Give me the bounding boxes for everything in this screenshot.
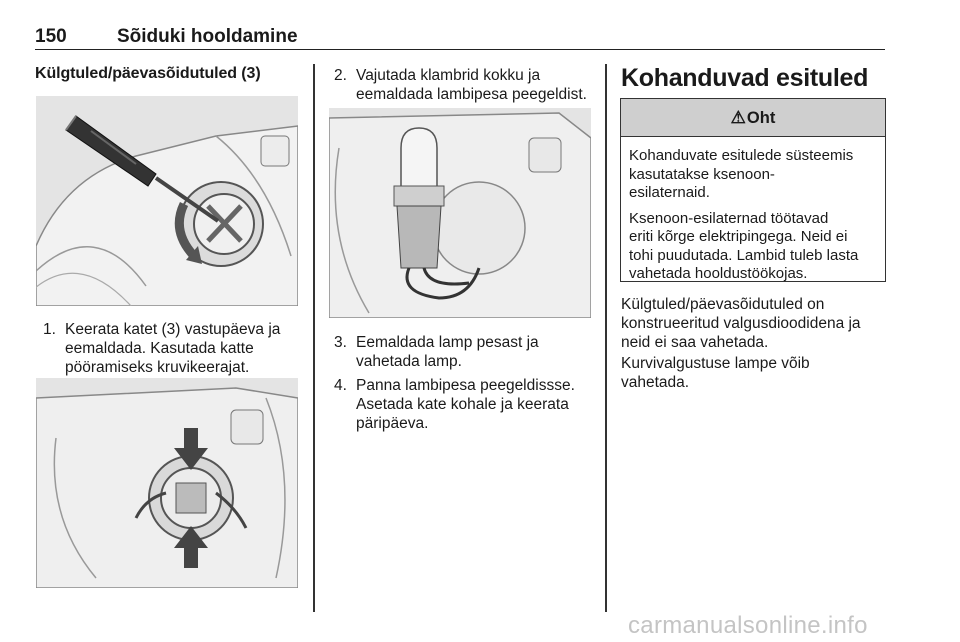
warning-body <box>621 137 885 284</box>
warning-line: Kohanduvate esitulede süsteemis <box>629 147 854 164</box>
illustration-screwdriver-cover <box>36 96 298 306</box>
warning-header <box>621 99 885 137</box>
warning-triangle-icon: ⚠ <box>730 108 746 127</box>
step-number: 3. <box>334 334 347 351</box>
step-line: Asetada kate kohale ja keerata <box>356 396 569 413</box>
warning-paragraph <box>629 210 879 284</box>
warning-line: tohi puudutada. Lambid tuleb lasta <box>629 246 859 264</box>
step-line: eemaldada lambipesa peegeldist. <box>356 86 587 103</box>
step-line: vahetada lamp. <box>356 353 462 370</box>
warning-line: kasutatakse ksenoon- <box>629 165 775 183</box>
column-divider <box>605 64 607 612</box>
paragraph-line: konstrueeritud valgusdioodidena ja <box>621 315 861 332</box>
warning-line: vahetada hooldustöökojas. <box>629 265 808 282</box>
step-number: 4. <box>334 377 347 394</box>
step-line: Vajutada klambrid kokku ja <box>356 67 541 84</box>
step-line: Keerata katet (3) vastupäeva ja <box>65 321 281 338</box>
warning-box <box>620 98 886 282</box>
warning-line: eriti kõrge elektripingega. Neid ei <box>629 228 848 245</box>
subheading-side-lights: Külgtuled/päevasõidutuled (3) <box>35 65 261 82</box>
illustration-remove-socket <box>329 108 591 318</box>
warning-title: Oht <box>746 109 776 127</box>
page-header <box>35 24 885 50</box>
paragraph-line: Külgtuled/päevasõidutuled on <box>621 296 825 313</box>
paragraph-cornering-lights <box>621 354 883 392</box>
column-divider <box>313 64 315 612</box>
step-number: 2. <box>334 67 347 84</box>
warning-paragraph <box>629 147 879 203</box>
step-line: Panna lambipesa peegeldissse. <box>356 377 575 394</box>
step-number: 1. <box>43 321 56 338</box>
step-line: päripäeva. <box>356 415 429 432</box>
step-line: pööramiseks kruvikeerajat. <box>65 359 250 376</box>
paragraph-line: neid ei saa vahetada. <box>621 334 769 351</box>
paragraph-line: Kurvivalgustuse lampe võib <box>621 355 810 372</box>
warning-line: esilaternaid. <box>629 184 710 201</box>
section-title: Sõiduki hooldamine <box>117 26 298 47</box>
watermark: carmanualsonline.info <box>628 612 868 639</box>
illustration-lamp-socket-arrows <box>36 378 298 588</box>
heading-adaptive-headlights: Kohanduvad esituled <box>621 64 869 92</box>
step-line: Eemaldada lamp pesast ja <box>356 334 539 351</box>
paragraph-line: vahetada. <box>621 374 690 391</box>
paragraph-led-lights <box>621 295 883 352</box>
page-number: 150 <box>35 26 67 47</box>
step-line: eemaldada. Kasutada katte <box>65 340 254 357</box>
warning-line: Ksenoon-esilaternad töötavad <box>629 209 829 227</box>
